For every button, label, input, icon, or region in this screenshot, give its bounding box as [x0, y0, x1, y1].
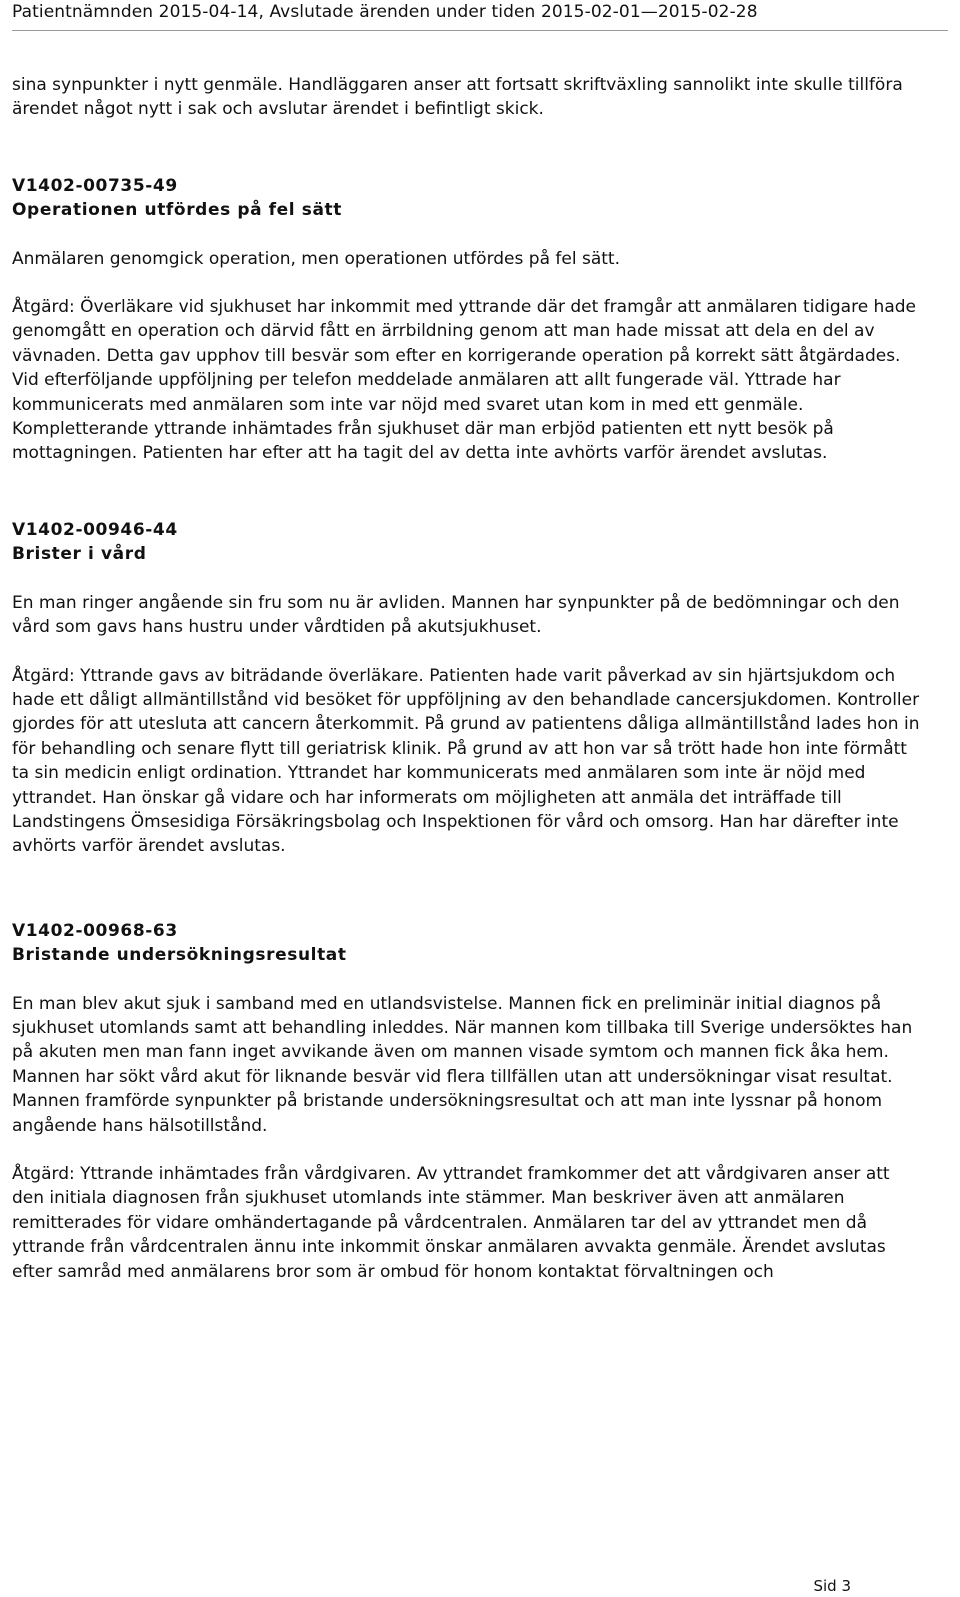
case-description: En man ringer angående sin fru som nu är avliden. Mannen har synpunkter på de bedömningar och den vård som gavs hans hustru under vårdtiden på akutsjukhuset. — [12, 592, 900, 638]
case-action: Åtgärd: Överläkare vid sjukhuset har inkommit med yttrande där det framgår att anmälaren tidigare hade genomgått en operation och därvid fått en ärrbildning genom att man hade missat att dela en del av vävnaden. Detta gav upphov till besvär som efter en korrigerande operation på korrekt sätt åtgärdades. Vid efterföljande uppföljning per telefon meddelade anmälaren att allt fungerade väl. Yttrade har kommunicerats med anmälaren som inte var nöjd med svaret utan kom in med ett genmäle. Kompletterande yttrande inhämtades från sjukhuset där man erbjöd patienten ett nytt besök på mottagningen. Patienten har efter att ha tagit del av detta inte avhörts varför ärendet avslutas. — [12, 297, 916, 464]
case-title: Operationen utfördes på fel sätt — [12, 200, 342, 221]
case-title: Brister i vård — [12, 544, 147, 565]
case-action: Åtgärd: Yttrande inhämtades från vårdgivaren. Av yttrandet framkommer det att vårdgivaren anser att den initiala diagnosen från sjukhuset utomlands inte stämmer. Man beskriver även att anmälaren remitterades för vidare omhändertagande på vårdcentralen. Anmälaren tar del av yttrandet men då yttrande från vårdcentralen ännu inte inkommit önskar anmälaren avvakta genmäle. Ärendet avslutas efter samråd med anmälarens bror som är ombud för honom kontaktat förvaltningen och — [12, 1164, 890, 1282]
document-body — [12, 73, 922, 1284]
case-id: V1402-00946-44 — [12, 519, 178, 540]
case-description: Anmälaren genomgick operation, men operationen utfördes på fel sätt. — [12, 248, 620, 269]
intro-paragraph: sina synpunkter i nytt genmäle. Handläggaren anser att fortsatt skriftväxling sannolikt inte skulle tillföra ärendet något nytt i sak och avslutar ärendet i befintligt skick. — [12, 75, 903, 120]
case-action: Åtgärd: Yttrande gavs av biträdande överläkare. Patienten hade varit påverkad av sin hjärtsjukdom och hade ett dåligt allmäntillstånd vid besöket för uppföljning av den behandlade cancersjukdomen. Kontroller gjordes för att utesluta att cancern återkommit. På grund av patientens dåliga allmäntillstånd lades hon in för behandling och senare flytt till geriatrisk klinik. På grund av att hon var så trött hade hon inte förmått ta sin medicin enligt ordination. Yttrandet har kommunicerats med anmälaren som inte är nöjd med yttrandet. Han önskar gå vidare och har informerats om möjligheten att anmäla det inträffade till Landstingens Ömsesidiga Försäkringsbolag och Inspektionen för vård och omsorg. Han har därefter inte avhörts varför ärendet avslutas. — [12, 665, 920, 857]
case-id: V1402-00968-63 — [12, 920, 178, 941]
page-header: Patientnämnden 2015-04-14, Avslutade ärenden under tiden 2015-02-01—2015-02-28 — [12, 2, 758, 22]
case-title: Bristande undersökningsresultat — [12, 945, 347, 966]
page-number: Sid 3 — [813, 1577, 851, 1595]
case-id: V1402-00735-49 — [12, 175, 178, 196]
header-divider — [12, 30, 948, 31]
case-description: En man blev akut sjuk i samband med en utlandsvistelse. Mannen fick en preliminär initial diagnos på sjukhuset utomlands samt att behandling inleddes. När mannen kom tillbaka till Sverige undersöktes han på akuten men man fann inget avvikande även om mannen visade symtom och mannen fick åka hem. Mannen har sökt vård akut för liknande besvär vid flera tillfällen utan att undersökningar visat resultat. Mannen framförde synpunkter på bristande undersökningsresultat och att man inte lyssnar på honom angående hans hälsotillstånd. — [12, 993, 913, 1136]
